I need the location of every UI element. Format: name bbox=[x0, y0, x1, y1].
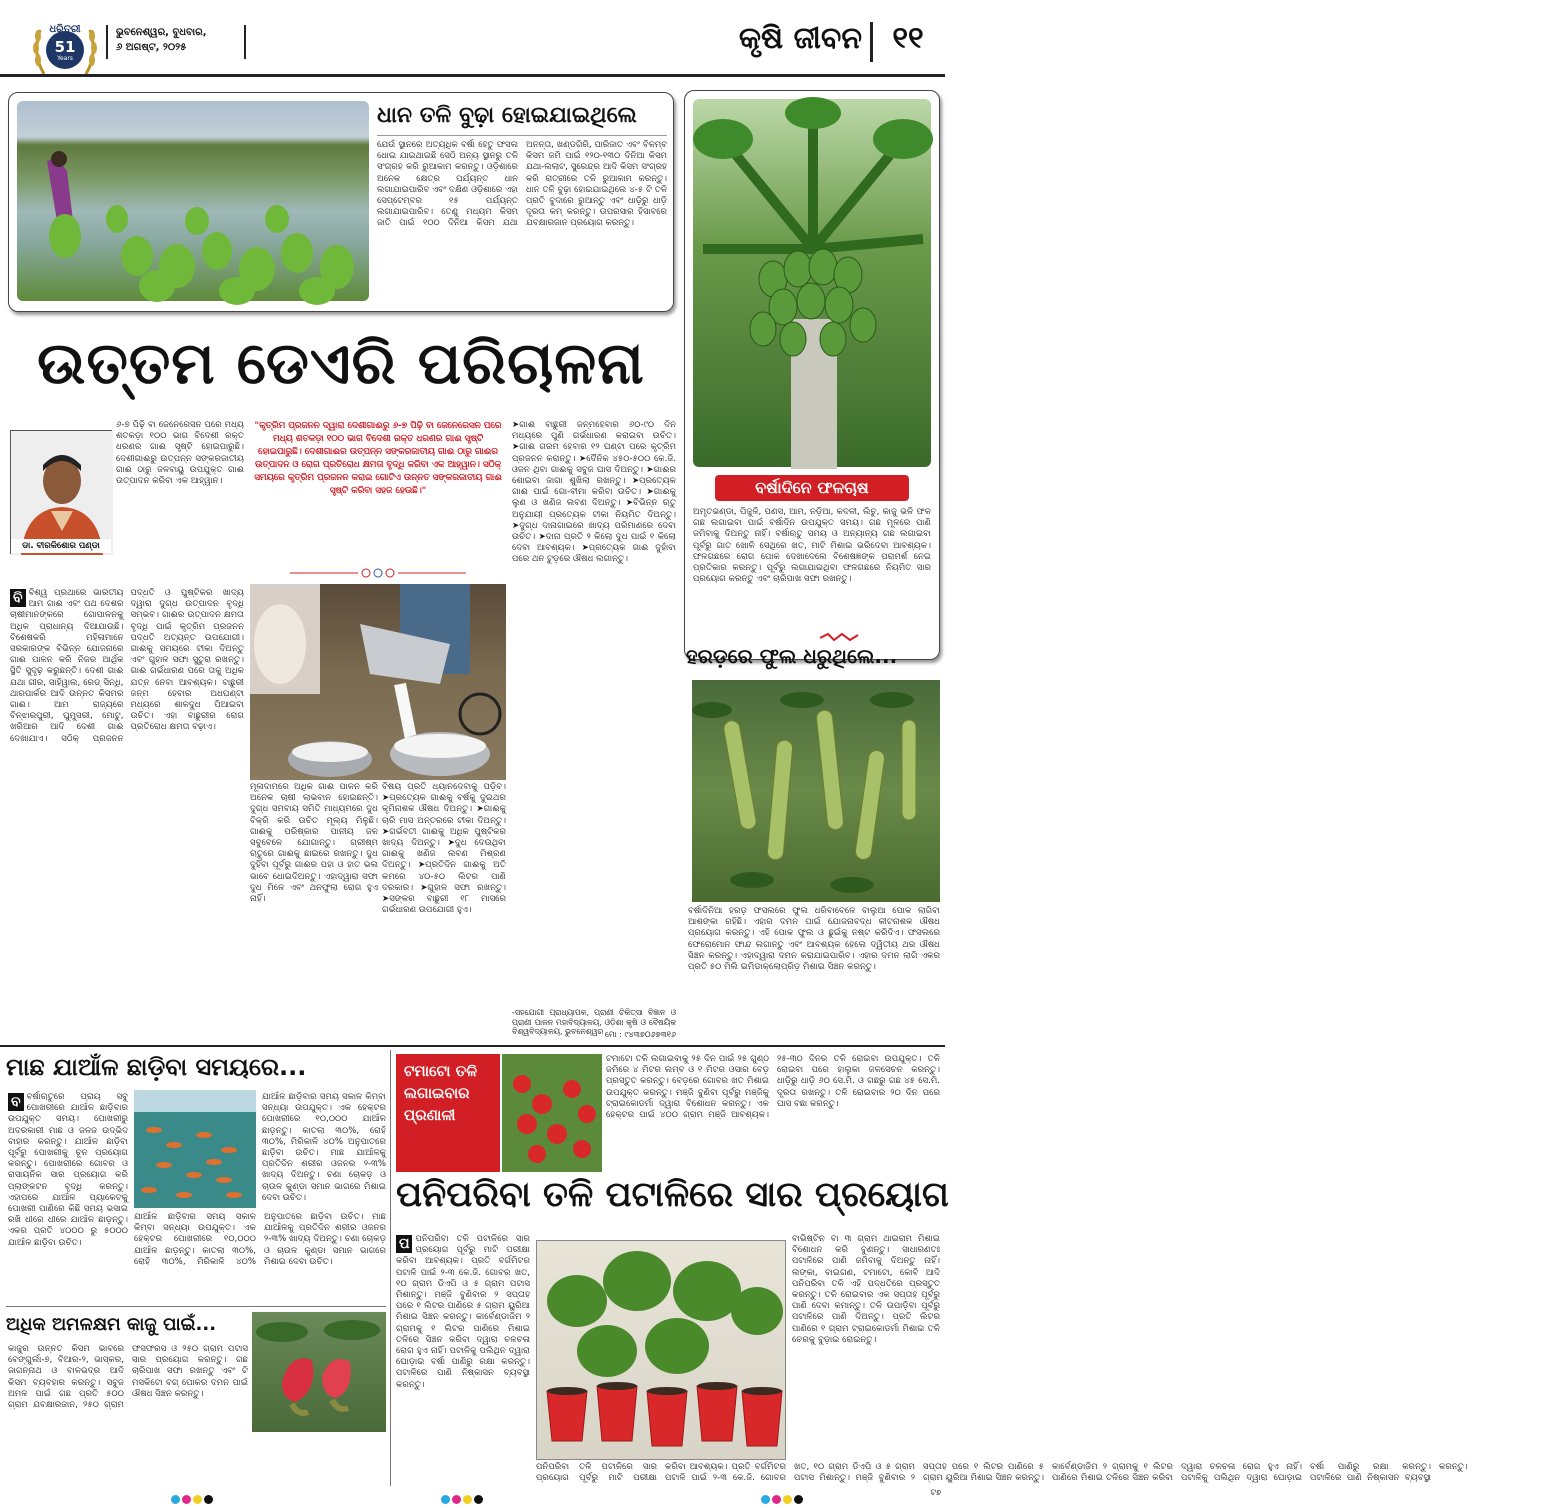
masthead bbox=[0, 0, 945, 86]
quote-ornament-icon bbox=[250, 566, 506, 580]
author-name: ଡା. ବୀରକିଶୋର ପଣ୍ଡା bbox=[11, 539, 111, 553]
zigzag-ornament-icon bbox=[820, 632, 860, 642]
footer-page-code: ଟ୭ bbox=[930, 1488, 941, 1497]
papaya-tree-illustration bbox=[693, 99, 931, 467]
tomato-plant-illustration bbox=[502, 1054, 602, 1172]
fish-body-right-top bbox=[262, 1092, 386, 1210]
milk-can-illustration bbox=[250, 584, 506, 780]
dairy-pull-quote bbox=[250, 420, 506, 580]
paddy-body bbox=[377, 140, 667, 305]
dairy-col4-text: ➤ଗାଈ ବାଛୁରୀ ଜନ୍ମହେବାର ୬୦-୯୦ ଦିନ ମଧ୍ୟରେ ପୁଣି ଗର୍ଭଧାରଣ କରାଇବା ଉଚିତ। ➤ଗାଈ ଗରମ ହେବାର ୧୨ ଘଣ୍ଟା ପରେ କୃତ୍ରିମ ପ୍ରଜନନ କରାନ୍ତୁ। ➤ଦୈନିକ ୪୫୦-୫୦୦ କେ.ଜି. ଓଜନ ଥିବା ଗାଈକୁ ସବୁଜ ଘାସ ଦିଅନ୍ତୁ। ➤ଗାଈର ଶୋଇବା ଜାଗା ଶୁଖିଲା ରଖନ୍ତୁ। ➤ପ୍ରତ୍ୟେକ ଗାଈ ପାଇଁ ଗୋ-ବୀମା କରିବା ଉଚିତ। ➤ଗାଈକୁ ଲୁଣ ଓ ଖଣିଜ ଲବଣ ଦିଅନ୍ତୁ। ➤ବିଭିନ୍ନ ଋତୁ ଅନୁଯାୟୀ ପ୍ରତ୍ୟେକ ଟୀକା ନିୟମିତ ଦିଅନ୍ତୁ। ➤ଦୁଗ୍ଧ ଦାନାଗାଇରେ ଖାଦ୍ୟ ପରିମାଣରେ ଦେବା ଉଚିତ। ➤ଦାନା ପ୍ରତି ୨ କିଲୋ ଦୁଧ ପାଇଁ ୧ କିଲୋ ଦେବା ଆବଶ୍ୟକ। ➤ପ୍ରତ୍ୟେକ ଗାଈ ଦୁହାଁବା ପରେ ଥନ ଟୁଡ଼ରେ ଔଷଧ ଲଗାନ୍ତୁ। bbox=[512, 420, 676, 565]
fish-body2-text: ଯାଆଁଳ ଛାଡ଼ିବାର ସମୟ ସକାଳ କିମ୍ବା ସନ୍ଧ୍ୟା ଉପଯୁକ୍ତ। ଏକ ହେକ୍ଟର ପୋଖରୀରେ ୧୦,୦୦୦ ଯାଆଁଳ ଛାଡ଼ନ୍ତୁ। କାତଲା ୩୦%, ରୋହି ୩୦%, ମିରିକାଳି ୪୦% ଅନୁପାତରେ ଛାଡ଼ିବା ଉଚିତ। ମାଛ ଯାଆଁଳକୁ ପ୍ରତିଦିନ ଶରୀର ଓଜନର ୨-୩% ଖାଦ୍ୟ ଦିଅନ୍ତୁ। ଚଣା ଚୋକଡ଼ ଓ ଚାଉଳ କୁଣ୍ଡା ସମାନ ଭାଗରେ ମିଶାଇ ଦେବା ଉଚିତ। bbox=[134, 1212, 386, 1267]
cashew-body-text: କାଜୁର ଉନ୍ନତ କିସମ ଭାବରେ ବେଙ୍ଗୁର୍ଲା-୭, ବିଆର-୨, ଭାସ୍କର, ଜାଗନ୍ନାଥ ଓ ବାଳଭଦ୍ର ଆଦି କିସମ ବ୍ୟବହାର କରନ୍ତୁ। ସବୁଜ ଅମଳ ପାଇଁ ଗଛ ପ୍ରତି ୫୦୦ ଗ୍ରାମ ଯବକ୍ଷାରଜାନ, ୨୫୦ ଗ୍ରାମ ଫସଫରସ ଓ ୨୫୦ ଗ୍ରାମ ପଟାସ ସାର ପ୍ରୟୋଗ କରନ୍ତୁ। ଗଛ ଚାରିପାଖ ସଫା ରଖନ୍ତୁ ଏବଂ ଟି ମସକିଟୋ ବଗ୍ ପୋକର ଦମନ ପାଇଁ ଔଷଧ ସିଞ୍ଚନ କରନ୍ତୁ। bbox=[8, 1344, 248, 1411]
section-divider bbox=[870, 22, 873, 62]
fish-body-left bbox=[8, 1092, 128, 1302]
dairy-col3-text: ବିଷୟ ପ୍ରତି ଧ୍ୟାନଦେବାକୁ ପଡ଼ିବ। ➤ପ୍ରତ୍ୟେକ ଗାଈକୁ ବର୍ଷକୁ ଦୁଇଥର କୃମିନାଶକ ଔଷଧ ଦିଅନ୍ତୁ। ➤ଗାଈକୁ ଚାରି ମାସ ଅନ୍ତରରେ ଟୀକା ଦିଅନ୍ତୁ। ➤ଗର୍ଭବତୀ ଗାଈକୁ ଅଧିକ ପୁଷ୍ଟିକର ଖାଦ୍ୟ ଦିଅନ୍ତୁ। ➤ଦୁଧ ଦେଉଥିବା ଗାଈକୁ ଖଣିଜ ଲବଣ ମିଶ୍ରଣ ଦିଅନ୍ତୁ। ➤ପ୍ରତିଦିନ ଗାଈକୁ ଅତି କମରେ ୪୦-୫୦ ଲିଟର ପାଣି ଦରକାର। ➤ଗୁହାଳ ସଫା ରଖନ୍ତୁ। ➤ସଙ୍କର ବାଛୁରୀ ୧୮ ମାସରେ ଗର୍ଭଧାରଣ ଉପଯୋଗୀ ହୁଏ। bbox=[382, 782, 506, 916]
dairy-col1-text: ବିଶ୍ୱ ପ୍ରଥାରେ ଭାରତୀୟ ଆମ ଗାଈ ଏବଂ ପଥ ଦେଶର ଚାଷୀମାନଙ୍କରେ ଗୋପାଳନକୁ ଅଧିକ ପ୍ରାଧାନ୍ୟ ଦିଆଯାଉଛି। ବିଶେଷକରି ମହିଳାମାନେ ସରକାରଙ୍କ ବିଭିନ୍ନ ଯୋଜନାରେ ଗାଈ ପାଳନ କରି ନିଜର ଆର୍ଥିକ ସ୍ଥିତି ସୁଦୃଢ଼ କରୁଛନ୍ତି। ଦେଶୀ ଗାଈ ଯଥା ଗୀର, ସାହିୱାଲ, ରେଡ୍ ସିନ୍ଧି, ଥାରପାର୍କର ଆଦି ଉନ୍ନତ କିସମର ଗାଈ। ଆମ ରାଜ୍ୟରେ ବିନ୍ଝାରପୁରୀ, ଘୁମୁସରୀ, ମୋଟୁ, ଖରିଆର ଆଦି ଦେଶୀ ଗାଈ ଦେଖାଯାଏ। ସଠିକ୍ ପ୍ରଜନନ ପଦ୍ଧତି ଓ ପୁଷ୍ଟିକର ଖାଦ୍ୟ ଦ୍ୱାରା ଦୁଗ୍ଧ ଉତ୍ପାଦନ ବୃଦ୍ଧି ସମ୍ଭବ। ଗାଈର ଉତ୍ପାଦନ କ୍ଷମତା ବୃଦ୍ଧି ପାଇଁ କୃତ୍ରିମ ପ୍ରଜନନ ପଦ୍ଧତି ଅତ୍ୟନ୍ତ ଉପଯୋଗୀ। ଗାଈକୁ ସମୟରେ ଟୀକା ଦିଅନ୍ତୁ ଏବଂ ଗୁହାଳ ସଫା ସୁତୁରା ରଖନ୍ତୁ। ଗାଈ ଗର୍ଭଧାରଣ ପରେ ତାକୁ ଅଧିକ ଯତ୍ନ ନେବା ଆବଶ୍ୟକ। ବାଛୁରୀ ଜନ୍ମ ହେବାର ଅଧଘଣ୍ଟା ମଧ୍ୟରେ ଶାଳଦୁଧ ପିଆଇବା ଉଚିତ। ଏହା ବାଛୁରୀର ରୋଗ ପ୍ରତିରୋଧ କ୍ଷମତା ବଢ଼ାଏ। bbox=[10, 588, 244, 744]
registration-marks-right bbox=[760, 1489, 804, 1508]
cashew-body bbox=[8, 1344, 248, 1484]
fish-body-text: ବର୍ଷାଋତୁରେ ପ୍ରାୟ ସବୁ ପୋଖରୀରେ ଯାଆଁଳ ଛାଡ଼ିବାର ଉପଯୁକ୍ତ ସମୟ। ପୋଖରୀରୁ ଅଦରକାରୀ ମାଛ ଓ ଜଳଜ ଉଦ୍ଭିଦ ବାହାର କରନ୍ତୁ। ଯାଆଁଳ ଛାଡ଼ିବା ପୂର୍ବରୁ ପୋଖରୀକୁ ଚୂନ ପ୍ରୟୋଗ କରନ୍ତୁ। ପୋଖରୀରେ ଗୋବର ଓ ରାସାୟନିକ ସାର ପ୍ରୟୋଗ କରି ପ୍ଲାଙ୍କଟନ ବୃଦ୍ଧି କରନ୍ତୁ। ଏହାପରେ ଯାଆଁଳ ପ୍ୟାକେଟକୁ ପୋଖରୀ ପାଣିରେ କିଛି ସମୟ ଭସାଇ ରଖି ଧୀରେ ଧୀରେ ଯାଆଁଳ ଛାଡ଼ନ୍ତୁ। ଏକର ପ୍ରତି ୪୦୦୦ ରୁ ୫୦୦୦ ଯାଆଁଳ ଛାଡ଼ିବା ଉଚିତ। bbox=[8, 1092, 128, 1248]
veg-dropcap: ପ bbox=[396, 1235, 412, 1253]
dateline-date: ୬ ଅଗଷ୍ଟ, ୨୦୨୫ bbox=[116, 42, 187, 53]
dairy-dropcap: ବି bbox=[10, 589, 26, 607]
veg-seedlings-photo bbox=[536, 1240, 786, 1460]
fish-pond-illustration bbox=[134, 1090, 256, 1208]
registration-marks-left bbox=[170, 1489, 214, 1508]
veg-body-right bbox=[792, 1234, 940, 1488]
masthead-rule bbox=[0, 74, 945, 77]
dateline bbox=[106, 25, 246, 59]
tomato-body-text: ଟମାଟୋ ତଳି ଲଗାଇବାକୁ ୨୫ ଦିନ ପାଇଁ ୨୫ ଗୁଣ୍ଠ ଜମିରେ ୪ ମିଟର ଲମ୍ବ ଓ ୧ ମିଟର ଓସାର ବେଡ଼ ପ୍ରସ୍ତୁତ କରନ୍ତୁ। ବେଡ଼ରେ ଗୋବର ଖତ ମିଶାଇ ଉପଯୁକ୍ତ କରନ୍ତୁ। ମଞ୍ଜି ବୁଣିବା ପୂର୍ବରୁ ମଞ୍ଜିକୁ ଟ୍ରାଇକୋଡର୍ମା ଦ୍ୱାରା ବିଶୋଧନ କରନ୍ତୁ। ଏକ ହେକ୍ଟର ପାଇଁ ୪୦୦ ଗ୍ରାମ ମଞ୍ଜି ଆବଶ୍ୟକ। ୨୫-୩୦ ଦିନର ତଳି ରୋଇବା ଉପଯୁକ୍ତ। ତଳି ରୋଇବା ପରେ ହାଲୁକା ଜଳସେଚନ କରନ୍ତୁ। ଧାଡ଼ିରୁ ଧାଡ଼ି ୬୦ ସେ.ମି. ଓ ଗଛରୁ ଗଛ ୪୫ ସେ.ମି. ଦୂରତା ରଖନ୍ତୁ। ତଳି ରୋଇବାର ୨୦ ଦିନ ପରେ ଘାସ ବଛା କରନ୍ତୁ। bbox=[606, 1054, 940, 1121]
dairy-col1 bbox=[10, 588, 244, 1040]
fish-body-right bbox=[134, 1212, 386, 1304]
paddy-article-box bbox=[8, 92, 674, 312]
harad-body bbox=[688, 906, 940, 1024]
newspaper-logo bbox=[30, 14, 100, 80]
tomato-title-box bbox=[396, 1054, 500, 1172]
papaya-title-banner bbox=[715, 475, 909, 501]
footer bbox=[0, 1488, 945, 1502]
veg-body-mid bbox=[536, 1462, 1468, 1488]
papaya-box bbox=[684, 90, 940, 660]
logo-years-number: 51 bbox=[54, 38, 76, 56]
pigeon-pea-pods-illustration bbox=[692, 680, 940, 902]
dairy-phone: ମୋ : ୯୪୩୭୦୬୭୩୧୬ bbox=[604, 1030, 676, 1039]
page-number: ୧୧ bbox=[892, 21, 924, 56]
dairy-col1-top-text: ୬-୭ ପିଢ଼ି ବା ଜେନେରେସନ ପରେ ମଧ୍ୟ ଶତକଡ଼ା ୧୦୦ ଭାଗ ବିଦେଶୀ ରକ୍ତ ଧରଣର ଗାଈ ସୃଷ୍ଟି ହୋଇପାରୁଛି। ଦେଶୀଗାଈରୁ ଉତ୍ପନ୍ନ ସଙ୍କରଜାତୀୟ ଗାଈ ଠାରୁ ଜଳବାୟୁ ଉପଯୁକ୍ତ ଗାଈ ଉତ୍ପାଦନ କରିବା ଏକ ଆହ୍ୱାନ। bbox=[116, 420, 244, 487]
fish-dropcap: ବ bbox=[8, 1093, 24, 1111]
dairy-headline: ଉତ୍ତମ ଡେଏରି ପରିଚାଳନା bbox=[37, 329, 645, 397]
papaya-title: ବର୍ଷାଦିନେ ଫଳଚାଷ bbox=[755, 478, 869, 497]
paddy-seedlings-illustration bbox=[17, 101, 369, 301]
cashew-rule bbox=[6, 1306, 386, 1307]
tomato-photo bbox=[502, 1054, 602, 1172]
papaya-photo bbox=[693, 99, 931, 467]
logo-years-label: Years bbox=[57, 55, 73, 62]
dairy-col2-text: ମୂଳାଦାମରେ ଅଧିକ ଗାଈ ପାଳନ କରି ଅନେକ ଚାଷୀ ଲାଭବାନ ହୋଇଛନ୍ତି। ଦୁଗ୍ଧ ସମବାୟ ସମିତି ମାଧ୍ୟମରେ ଦୁଧ ବିକ୍ରି କରି ଉଚିତ ମୂଲ୍ୟ ମିଳୁଛି। ଗାଈକୁ ପରିଷ୍କାର ପାନୀୟ ଜଳ ସବୁବେଳେ ଯୋଗାନ୍ତୁ। ଗ୍ରୀଷ୍ମ ଋତୁରେ ଗାଈକୁ ଛାଇରେ ରଖନ୍ତୁ। ଦୁଧ ଦୁହିଁବା ପୂର୍ବରୁ ଗାଈର ପହା ଓ ହାତ ଭଲ ଭାବେ ଧୋଇଦିଅନ୍ତୁ। ଏହାଦ୍ୱାରା ସଫା ଦୁଧ ମିଳେ ଏବଂ ଥନଫୁଲା ରୋଗ ହୁଏ ନାହିଁ। bbox=[250, 782, 378, 905]
veg-body-left bbox=[396, 1234, 530, 1486]
section-title: କୃଷି ଜୀବନ bbox=[738, 21, 862, 56]
mid-page-rule bbox=[0, 1045, 945, 1047]
author-portrait bbox=[11, 431, 113, 555]
cashew-title: ଅଧିକ ଅମଳକ୍ଷମ କାଜୁ ପାଇଁ... bbox=[6, 1314, 217, 1335]
tomato-body bbox=[606, 1054, 940, 1174]
dairy-col2 bbox=[250, 782, 378, 1040]
tomato-title: ଟମାଟୋ ତଳି ଲଗାଇବାର ପ୍ରଣାଳୀ bbox=[404, 1062, 478, 1124]
fish-title: ମାଛ ଯାଆଁଳ ଛାଡ଼ିବା ସମୟରେ... bbox=[6, 1053, 307, 1081]
dairy-credit-text: -ସହଯୋଗୀ ପ୍ରାଧ୍ୟାପକ, ପ୍ରାଣୀ ଚିକିତ୍ସା ବିଜ୍ଞାନ ଓ ପ୍ରାଣୀ ପାଳନ ମହାବିଦ୍ୟାଳୟ, ଓଡ଼ିଶା କୃଷି ଓ ବୈଷୟିକ ବିଶ୍ୱବିଦ୍ୟାଳୟ, ଭୁବନେଶ୍ୱର bbox=[512, 1008, 676, 1036]
paddy-title-rule bbox=[377, 135, 667, 136]
bottom-column-divider bbox=[390, 1050, 391, 1486]
harad-photo bbox=[692, 680, 940, 902]
papaya-body bbox=[693, 507, 931, 653]
dateline-place-day: ଭୁବନେଶ୍ୱର, ବୁଧବାର, bbox=[116, 27, 207, 38]
paddy-title: ଧାନ ତଳି ବୁଢ଼ା ହୋଇଯାଇଥିଲେ bbox=[377, 103, 637, 128]
veg-body1-text-cont: ପନିପରିବା ତଳି ପଟାଳିରେ ସାର ପ୍ରୟୋଗ ପୂର୍ବରୁ ମାଟି ପରୀକ୍ଷା କରିବା ଆବଶ୍ୟକ। ପ୍ରତି ବର୍ଗମିଟର ପଟାଳି ପାଇଁ ୨-୩ କେ.ଜି. ଗୋବର ଖତ, ୧୦ ଗ୍ରାମ ଡିଏପି ଓ ୫ ଗ୍ରାମ ପଟାସ ମିଶାନ୍ତୁ। ମଞ୍ଜି ବୁଣିବାର ୨ ସପ୍ତାହ ପରେ ୧ ଲିଟର ପାଣିରେ ୫ ଗ୍ରାମ ୟୁରିଆ ମିଶାଇ ସିଞ୍ଚନ କରନ୍ତୁ। କାର୍ବେଣ୍ଡାଜିମ ୨ ଗ୍ରାମକୁ ୧ ଲିଟର ପାଣିରେ ମିଶାଇ ତଳିରେ ସିଞ୍ଚନ କରିବା ଦ୍ୱାରା ଚଳଚଳା ରୋଗ ହୁଏ ନାହିଁ। ପଟାଳିକୁ ପଲିଥିନ ଦ୍ୱାରା ଘୋଡ଼ାଇ ବର୍ଷା ପାଣିରୁ ରକ୍ଷା କରନ୍ତୁ। ପଟାଳିରେ ପାଣି ନିଷ୍କାସନ ବ୍ୟବସ୍ଥା କରନ୍ତୁ। bbox=[536, 1462, 1468, 1484]
papaya-body-text: ଅମୃତଭଣ୍ଡା, ପିଜୁଳି, ପଣସ, ଆମ, ନଡ଼ିଆ, କଦଳୀ, ଲିଚୁ, କାଜୁ ଭଳି ଫଳ ଗଛ ଲଗାଇବା ପାଇଁ ବର୍ଷାଦିନ ଉପଯୁକ୍ତ ସମୟ। ଗଛ ମୂଳରେ ପାଣି ଜମିବାକୁ ଦିଅନ୍ତୁ ନାହିଁ। ବର୍ଷାଋତୁ ସମୟ ଓ ଅନ୍ୟାନ୍ୟ ଗଛ ଲଗାଇବା ପୂର୍ବରୁ ଗାତ ଖୋଳି ସେଥିରେ ଖତ, ମାଟି ମିଶାଇ ଭରିଦେବା ଆବଶ୍ୟକ। ଫଳଗଛରେ ରୋଗ ପୋକ ଦେଖାଦେଲେ ବିଶେଷଜ୍ଞଙ୍କ ପରାମର୍ଶ ନେଇ ପ୍ରତିକାର କରନ୍ତୁ। ପୂର୍ବରୁ ଲଗାଯାଇଥିବା ଫଳଗଛରେ ନିୟମିତ ସାର ପ୍ରୟୋଗ କରନ୍ତୁ ଏବଂ ଚାରିପାଖ ସଫା ରଖନ୍ତୁ। bbox=[693, 507, 931, 585]
seedling-cups-illustration bbox=[537, 1241, 787, 1461]
cashew-photo bbox=[252, 1312, 386, 1432]
fish-body-text-cont: ଯାଆଁଳ ଛାଡ଼ିବାର ସମୟ ସକାଳ କିମ୍ବା ସନ୍ଧ୍ୟା ଉପଯୁକ୍ତ। ଏକ ହେକ୍ଟର ପୋଖରୀରେ ୧୦,୦୦୦ ଯାଆଁଳ ଛାଡ଼ନ୍ତୁ। କାତଲା ୩୦%, ରୋହି ୩୦%, ମିରିକାଳି ୪୦% ଅନୁପାତରେ ଛାଡ଼ିବା ଉଚିତ। ମାଛ ଯାଆଁଳକୁ ପ୍ରତିଦିନ ଶରୀର ଓଜନର ୨-୩% ଖାଦ୍ୟ ଦିଅନ୍ତୁ। ଚଣା ଚୋକଡ଼ ଓ ଚାଉଳ କୁଣ୍ଡା ସମାନ ଭାଗରେ ମିଶାଇ ଦେବା ଉଚିତ। bbox=[262, 1092, 386, 1203]
dairy-col1-top bbox=[116, 420, 244, 586]
registration-marks-center bbox=[440, 1489, 484, 1508]
fish-photo bbox=[134, 1090, 256, 1208]
harad-body-text: ବର୍ଷାଦିନିଆ ହରଡ଼ ଫସଲରେ ଫୁଲ ଧରିବାବେଳେ ବାଲୁଆ ପୋକ ଲାଗିବା ଆଶଙ୍କା ରହିଛି। ଏହାର ଦମନ ପାଇଁ ଯୋଜନାବଦ୍ଧ କୀଟନାଶକ ଔଷଧ ପ୍ରୟୋଗ କରନ୍ତୁ। ଏହି ପୋକ ଫୁଲ ଓ ଛୁଇଁକୁ ନଷ୍ଟ କରିଦିଏ। ଫସଲରେ ଫେରୋମୋନ ଫାନ୍ଦ ଲଗାନ୍ତୁ ଏବଂ ଆବଶ୍ୟକ ହେଲେ ଦ୍ୱିତୀୟ ଥର ଔଷଧ ସିଞ୍ଚନ କରନ୍ତୁ। ଏହାଦ୍ୱାରା ଦମନ କରାଯାଇପାରିବ। ଏହାର ଦମନ ଲାଗି ଏକର ପ୍ରତି ୫୦ ମିଲି ଇମିଡାକ୍ଲୋପ୍ରିଡ଼ ମିଶାଇ ସିଞ୍ଚନ କରନ୍ତୁ। bbox=[688, 906, 940, 973]
logo-text: ଧରିତ୍ରୀ bbox=[49, 24, 81, 35]
veg-body1-text: ପନିପରିବା ତଳି ପଟାଳିରେ ସାର ପ୍ରୟୋଗ ପୂର୍ବରୁ ମାଟି ପରୀକ୍ଷା କରିବା ଆବଶ୍ୟକ। ପ୍ରତି ବର୍ଗମିଟର ପଟାଳି ପାଇଁ ୨-୩ କେ.ଜି. ଗୋବର ଖତ, ୧୦ ଗ୍ରାମ ଡିଏପି ଓ ୫ ଗ୍ରାମ ପଟାସ ମିଶାନ୍ତୁ। ମଞ୍ଜି ବୁଣିବାର ୨ ସପ୍ତାହ ପରେ ୧ ଲିଟର ପାଣିରେ ୫ ଗ୍ରାମ ୟୁରିଆ ମିଶାଇ ସିଞ୍ଚନ କରନ୍ତୁ। କାର୍ବେଣ୍ଡାଜିମ ୨ ଗ୍ରାମକୁ ୧ ଲିଟର ପାଣିରେ ମିଶାଇ ତଳିରେ ସିଞ୍ଚନ କରିବା ଦ୍ୱାରା ଚଳଚଳା ରୋଗ ହୁଏ ନାହିଁ। ପଟାଳିକୁ ପଲିଥିନ ଦ୍ୱାରା ଘୋଡ଼ାଇ ବର୍ଷା ପାଣିରୁ ରକ୍ଷା କରନ୍ତୁ। ପଟାଳିରେ ପାଣି ନିଷ୍କାସନ ବ୍ୟବସ୍ଥା କରନ୍ତୁ। bbox=[396, 1234, 530, 1390]
veg-headline: ପନିପରିବା ତଳି ପଟାଳିରେ ସାର ପ୍ରୟୋଗ bbox=[396, 1175, 949, 1215]
dairy-quote-text: "କୃତ୍ରିମ ପ୍ରଜନନ ଦ୍ୱାରା ଦେଶୀଗାଈରୁ ୬-୭ ପିଢ଼ି ବା ଜେନେରେସନ ପରେ ମଧ୍ୟ ଶତକଡ଼ା ୧୦୦ ଭାଗ ବିଦେଶୀ ରକ୍ତ ଧରଣର ଗାଈ ସୃଷ୍ଟି ହୋଇପାରୁଛି। ଦେଶୀଗାଈର ଉତ୍ପନ୍ନ ସଙ୍କରଜାତୀୟ ଗାଈ ଠାରୁ ଗାଈର ଉତ୍ପାଦନ ଓ ରୋଗ ପ୍ରତିରୋଧ କ୍ଷମତା ବୃଦ୍ଧି କରିବା ଏକ ଆହ୍ୱାନ। ସଠିକ୍ ସମୟରେ କୃତ୍ରିମ ପ୍ରଜନନ କରାଇ ଗୋଟିଏ ଉନ୍ନତ ସଙ୍କରଜାତୀୟ ଗାଈ ସୃଷ୍ଟି କରିବା ସହଜ ହେଉଛି।" bbox=[254, 421, 502, 496]
paddy-body-text: ଯେଉଁ ସ୍ଥାନରେ ଅତ୍ୟଧିକ ବର୍ଷା ହେତୁ ଫସଲ ଧୋଇ ଯାଇଥାଇଛି ସେଠି ଅନ୍ୟ ସ୍ଥାନରୁ ତଳି ସଂଗ୍ରହ କରି ରୁଆକାମ କରନ୍ତୁ। ଓଡ଼ିଶାରେ ଅନେକ କ୍ଷେତ୍ର ପର୍ଯ୍ୟନ୍ତ ଧାନ ଲଗାଯାଇପାରିବ ଏବଂ ଦକ୍ଷିଣ ଓଡ଼ିଶାରେ ଏହା ସେପ୍ଟେମ୍ବର ୧୫ ପର୍ଯ୍ୟନ୍ତ ଲଗାଯାଇପାରିବ। ତେଣୁ ମଧ୍ୟମ କିସମ ଜାତି ପାଇଁ ୧୦୦ ଦିନିଆ କିସମ ଯଥା ଅନନ୍ତା, ଖଣ୍ଡଗିରି, ପାରିଜାତ ଏବଂ ବିଳମ୍ବ କିସମ ଜମି ପାଇଁ ୧୨୦-୧୩୦ ଦିନିଆ କିସମ ଯଥା-ଲଲାଟ, ସୁରେନ୍ଦ୍ର ଆଦି କିସମ ସଂଗ୍ରହ କରି ରାତ୍ରୀରେ ତଳି ରୁଆକାମ କରନ୍ତୁ। ଧାନ ତଳି ବୁଢ଼ା ହୋଇଯାଇଥିଲେ ୪-୫ ଟି ତଳି ପ୍ରତି ବୁଦାରେ ରୁଆନ୍ତୁ ଏବଂ ଧାଡ଼ିରୁ ଧାଡ଼ି ଦୂରତା କମ୍ କରନ୍ତୁ। ଉପରସାର ହିସାବରେ ଯବକ୍ଷାରଜାନ ପ୍ରୟୋଗ କରନ୍ତୁ। bbox=[377, 140, 667, 229]
paddy-photo bbox=[17, 101, 369, 301]
milk-pouring-photo bbox=[250, 584, 506, 780]
veg-body2-text: ବାଭିଷ୍ଟିନ ବା ୩ ଗ୍ରାମ ଥାଇରାମ ମିଶାଇ ବିଶୋଧନ କରି ବୁଣନ୍ତୁ। ସାଧାରଣତଃ ପଟାଳିରେ ପାଣି ଜମିବାକୁ ଦିଅନ୍ତୁ ନାହିଁ। ଲଙ୍କା, ବାଇଗଣ, ଟମାଟୋ, କୋବି ଆଦି ପନିପରିବା ତଳି ଏହି ପଦ୍ଧତିରେ ପ୍ରସ୍ତୁତ କରନ୍ତୁ। ତଳି ରୋଇବାର ଏକ ସପ୍ତାହ ପୂର୍ବରୁ ପାଣି ଦେବା କମାନ୍ତୁ। ତଳି ଉପାଡ଼ିବା ପୂର୍ବରୁ ପଟାଳିରେ ପାଣି ଦିଅନ୍ତୁ। ପ୍ରତି ଲିଟର ପାଣିରେ ୧ ଗ୍ରାମ ଟ୍ରାଇକୋଡର୍ମା ମିଶାଇ ତଳି ଚେରକୁ ବୁଡ଼ାଇ ରୋଇନ୍ତୁ। bbox=[792, 1234, 940, 1345]
author-photo bbox=[10, 430, 112, 554]
dairy-col4 bbox=[512, 420, 676, 1010]
harad-title: ହରଡ଼ରେ ଫୁଲ ଧରୁଥିଲେ... bbox=[686, 644, 898, 668]
dairy-col3 bbox=[382, 782, 506, 1040]
cashew-fruit-illustration bbox=[252, 1312, 386, 1432]
